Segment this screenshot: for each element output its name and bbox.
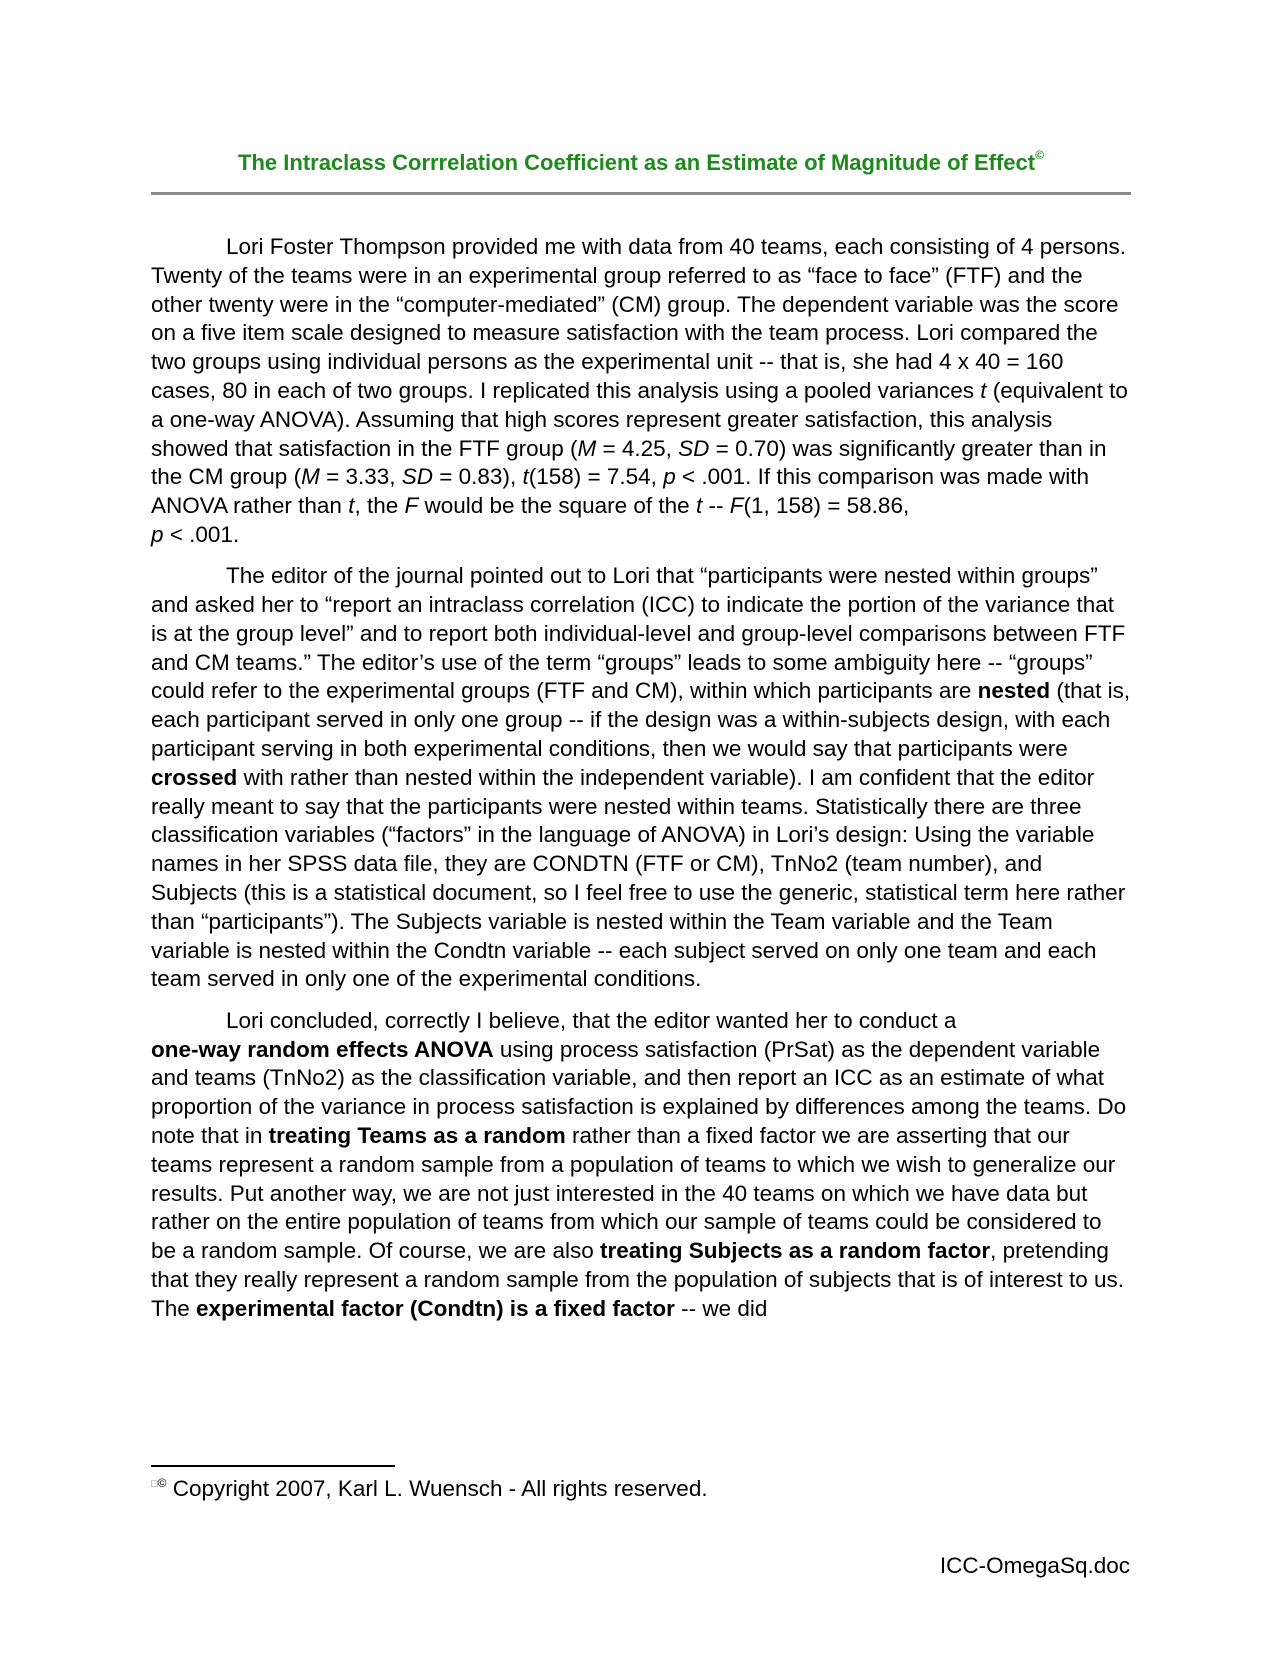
- text-run: (equivalent to a one-way ANOVA). Assuming that high scores represent greater satisfaction, this analysis showed that satisfaction in the FTF group (: [151, 377, 1128, 461]
- body-text: [151, 233, 1131, 1336]
- text-run: = 4.25,: [596, 435, 679, 461]
- text-run: = 0.83),: [433, 464, 523, 490]
- footnote-copyright-mark: ©: [157, 1476, 167, 1490]
- title-text: The Intraclass Corrrelation Coefficient as an Estimate of Magnitude of Effect: [238, 150, 1036, 175]
- footnote-text: Copyright 2007, Karl L. Wuensch - All rights reserved.: [166, 1476, 708, 1501]
- text-run: = 0.70) was significantly greater than in the CM group (: [151, 435, 1107, 490]
- title-underline: [151, 192, 1131, 195]
- bold-run: treating Teams as a random: [268, 1122, 566, 1148]
- document-filename: ICC-OmegaSq.doc: [939, 1553, 1130, 1578]
- bold-run: nested: [977, 678, 1051, 704]
- text-run: (1, 158) = 58.86,: [743, 493, 910, 519]
- bold-run: one-way random effects ANOVA: [151, 1036, 494, 1062]
- text-run: (158) = 7.54,: [528, 464, 664, 490]
- text-run: (that is, each participant served in only one group -- if the design was a within-subjects design, with each participant serving in both experimental conditions, then we would say that participants were: [151, 678, 1131, 762]
- italic-run: p: [663, 464, 676, 490]
- text-run: < .001. If this comparison was made with ANOVA rather than: [151, 464, 1090, 519]
- paragraph-3: [151, 1007, 1131, 1324]
- text-run: Lori concluded, correctly I believe, that the editor wanted her to conduct a: [226, 1007, 957, 1033]
- footnote: [151, 1476, 708, 1502]
- footnote-marker: □: [151, 1478, 158, 1490]
- paragraph-2: [151, 562, 1131, 994]
- text-run: --: [702, 493, 730, 519]
- italic-run: t: [522, 464, 529, 490]
- italic-run: F: [404, 493, 419, 519]
- footnote-separator: [151, 1465, 395, 1467]
- text-run: Lori Foster Thompson provided me with data from 40 teams, each consisting of 4 persons. Twenty of the teams were in an experimental group referred to as “face to face” (FTF) and the other twenty were in the “computer-mediated” (CM) group. The dependent variable was the score on a five item scale designed to measure satisfaction with the team process. Lori compared the two groups using individual persons as the experimental unit -- that is, she had 4 x 40 = 160 cases, 80 in each of two groups. I replicated this analysis using a pooled variances: [151, 234, 1127, 403]
- text-run: with rather than nested within the independent variable). I am confident that the editor really meant to say that the participants were nested within teams. Statistically there are three classification variables (“factors” in the language of ANOVA) in Lori’s design: Using the variable names in her SPSS data file, they are CONDTN (FTF or CM), TnNo2 (team number), and Subjects (this is a statistical document, so I feel free to use the generic, statistical term here rather than “participants”). The Subjects variable is nested within the Team variable and the Team variable is nested within the Condtn variable -- each subject served on only one team and each team served in only one of the experimental conditions.: [151, 764, 1126, 992]
- text-run: -- we did: [674, 1295, 768, 1321]
- text-run: < .001.: [163, 521, 240, 547]
- document-title: [151, 147, 1131, 176]
- paragraph-1: [151, 233, 1131, 550]
- italic-run: t: [695, 493, 703, 519]
- italic-run: M: [301, 464, 320, 490]
- italic-run: t: [980, 377, 987, 403]
- bold-run: experimental factor (Condtn) is a fixed factor: [196, 1295, 675, 1321]
- italic-run: SD: [401, 464, 434, 490]
- italic-run: p: [151, 521, 164, 547]
- title-copyright-mark: ©: [1035, 147, 1044, 162]
- italic-run: F: [729, 493, 744, 519]
- text-run: The editor of the journal pointed out to Lori that “participants were nested within groups” and asked her to “report an intraclass correlation (ICC) to indicate the portion of the variance that is at the group level” and to report both individual-level and group-level comparisons between FTF and CM teams.” The editor’s use of the term “groups” leads to some ambiguity here -- “groups” could refer to the experimental groups (FTF and CM), within which participants are: [151, 563, 1126, 704]
- text-run: , the: [354, 493, 405, 519]
- text-run: would be the square of the: [418, 493, 696, 519]
- text-run: rather than a fixed factor we are asserting that our teams represent a random sample from a population of teams to which we wish to generalize our results. Put another way, we are not just interested in the 40 teams on which we have data but rather on the entire population of teams from which our sample of teams could be considered to be a random sample. Of course, we are also: [151, 1122, 1116, 1264]
- text-run: = 3.33,: [319, 464, 402, 490]
- text-run: using process satisfaction (PrSat) as the dependent variable and teams (TnNo2) as the classification variable, and then report an ICC as an estimate of what proportion of the variance in process satisfaction is explained by differences among the teams. Do note that in: [151, 1036, 1127, 1148]
- text-run: , pretending that they really represent a random sample from the population of subjects that is of interest to us. The: [151, 1238, 1125, 1321]
- bold-run: treating Subjects as a random factor: [599, 1238, 991, 1264]
- italic-run: SD: [678, 435, 710, 461]
- bold-run: crossed: [151, 764, 238, 790]
- italic-run: t: [348, 493, 355, 519]
- italic-run: M: [577, 435, 597, 461]
